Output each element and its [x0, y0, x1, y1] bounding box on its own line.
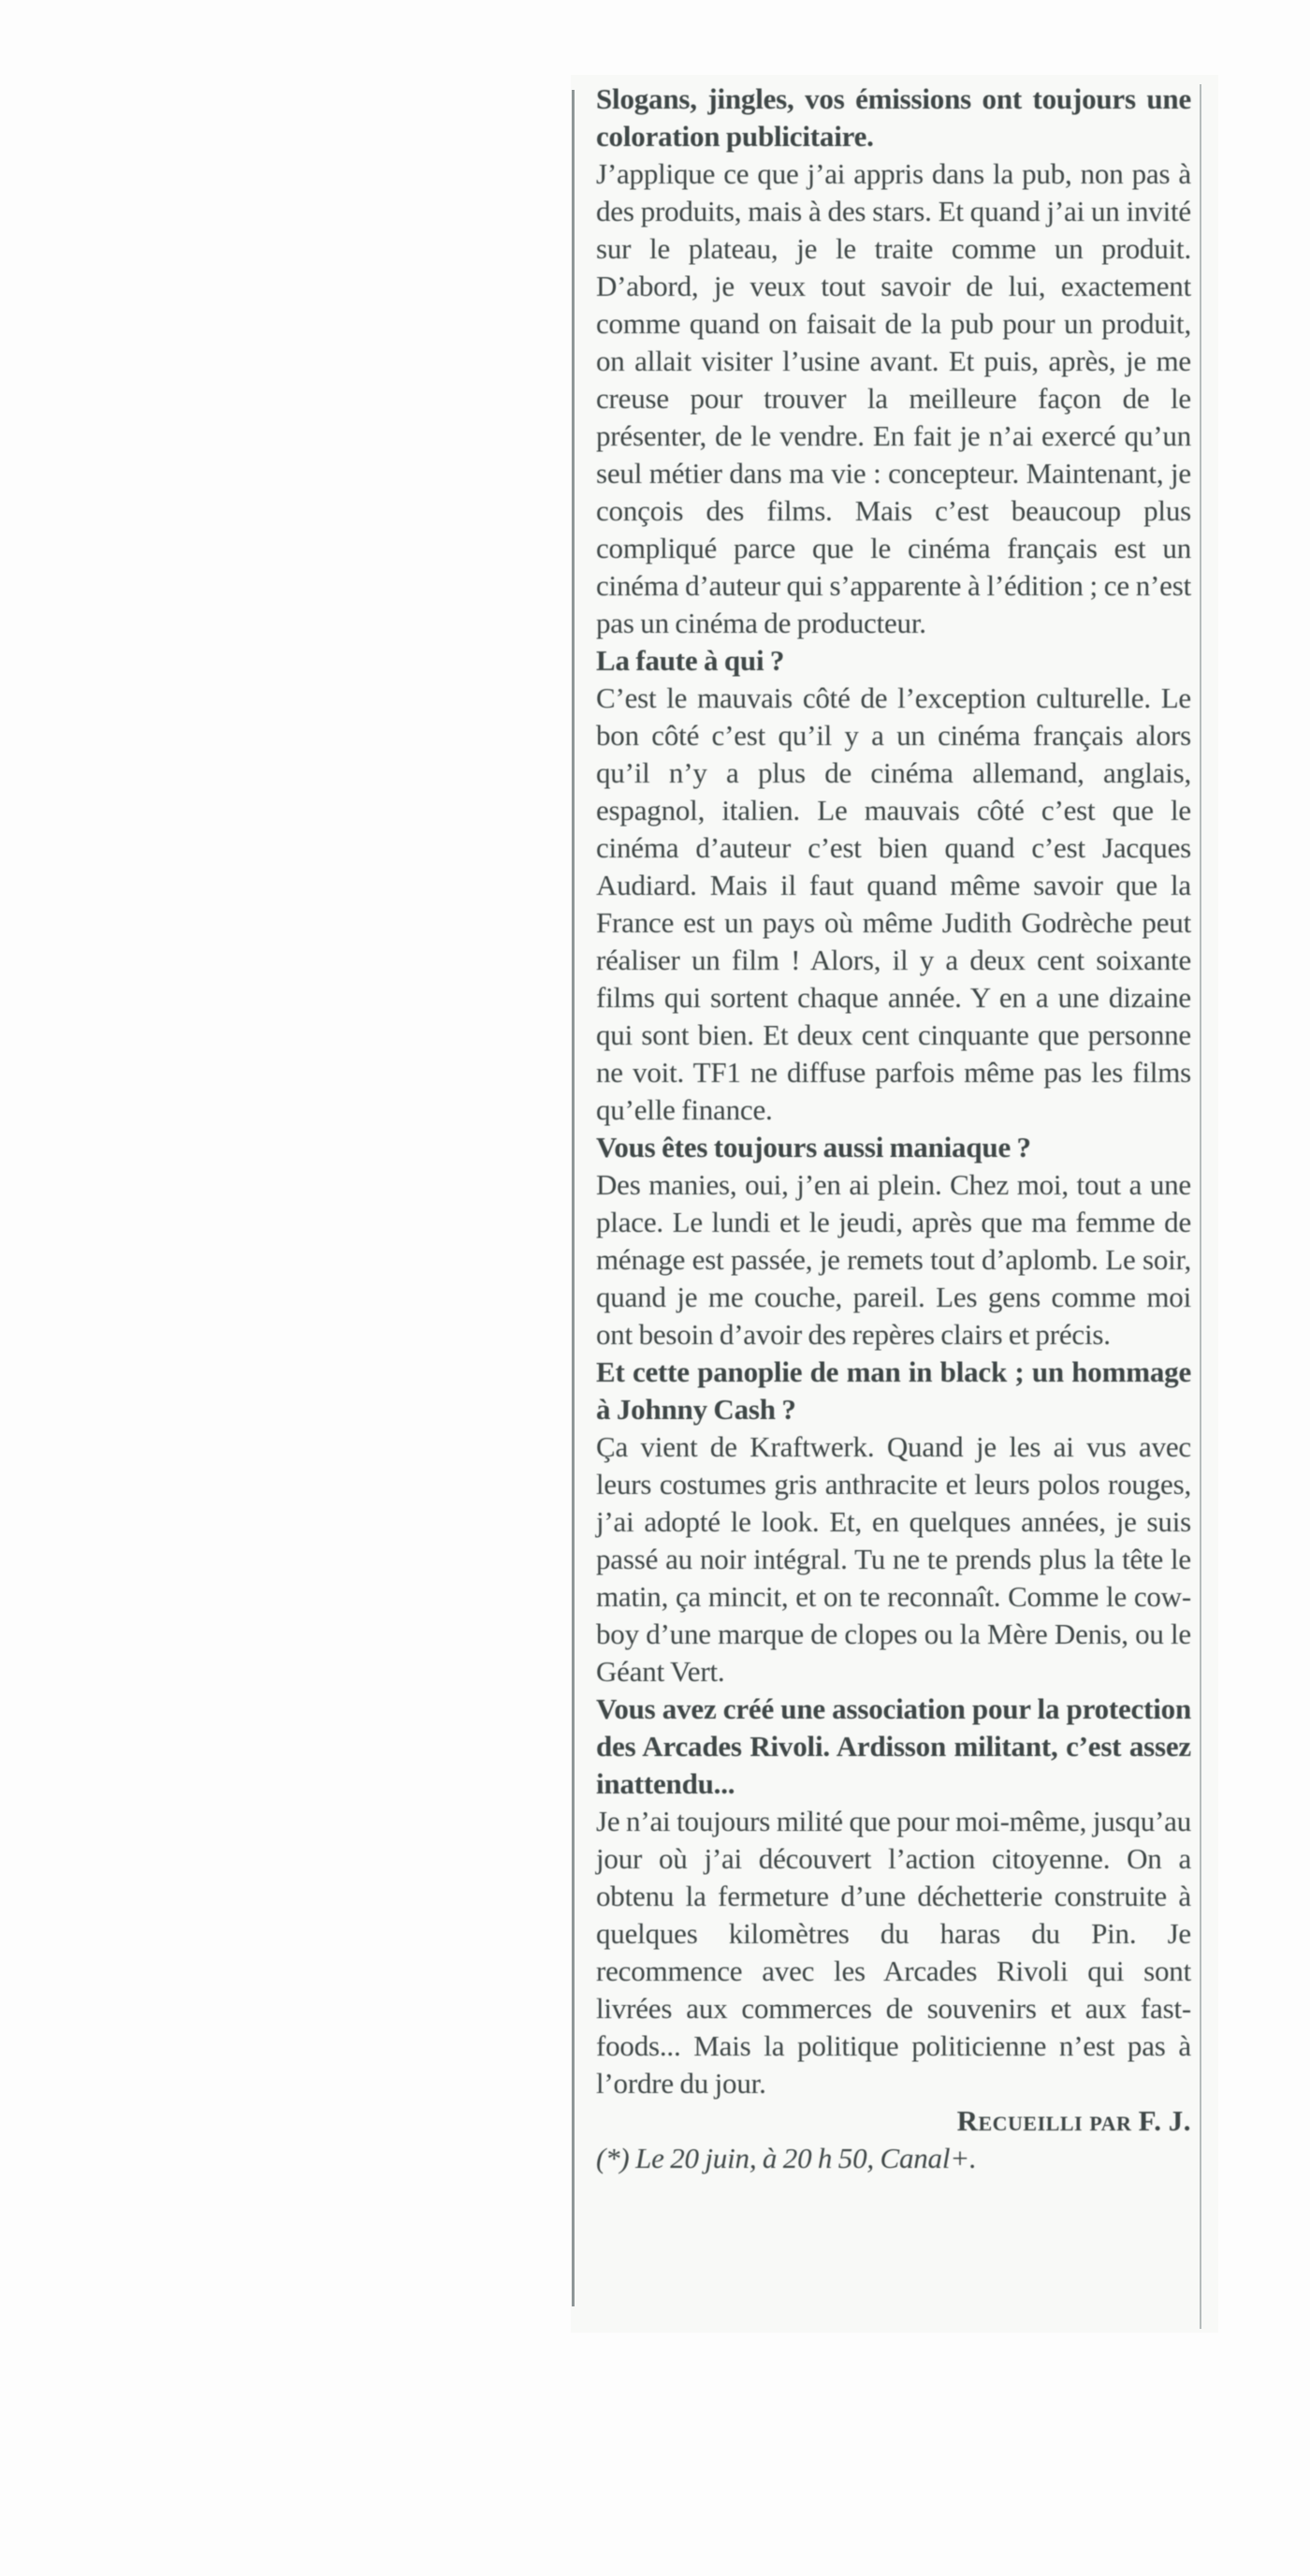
article-question-0: Slogans, jingles, vos émissions ont toujours une coloration publicitaire. [596, 82, 1191, 153]
column-rule-left [572, 90, 575, 2306]
article-answer-9: Je n’ai toujours milité que pour moi-même, jusqu’au jour où j’ai découvert l’action citoyenne. On a obtenu la fermeture d’une déchetterie construite à quelques kilomètres du haras du Pin. Je recommence avec les Arcades Rivoli qui sont livrées aux commerces de souvenirs et aux fast-foods... Mais la politique politicienne n’est pas à l’ordre du jour. [596, 1805, 1191, 2100]
article-byline-10: Recueilli par F. J. [956, 2104, 1191, 2137]
article-question-6: Et cette panoplie de man in black ; un hommage à Johnny Cash ? [596, 1355, 1191, 1426]
article-answer-3: C’est le mauvais côté de l’exception culturelle. Le bon côté c’est qu’il y a un cinéma français alors qu’il n’y a plus de cinéma allemand, anglais, espagnol, italien. Le mauvais côté c’est que le cinéma d’auteur c’est bien quand c’est Jacques Audiard. Mais il faut quand même savoir que la France est un pays où même Judith Godrèche peut réaliser un film ! Alors, il y a deux cent soixante films qui sortent chaque année. Y en a une dizaine qui sont bien. Et deux cent cinquante que personne ne voit. TF1 ne diffuse parfois même pas les films qu’elle finance. [596, 681, 1191, 1126]
column-rule-right [1200, 84, 1201, 2329]
article-question-4: Vous êtes toujours aussi maniaque ? [596, 1131, 1031, 1164]
article-footnote-11: (*) Le 20 juin, à 20 h 50, Canal+. [596, 2142, 977, 2174]
article-answer-1: J’applique ce que j’ai appris dans la pub, non pas à des produits, mais à des stars. Et quand j’ai un invité sur le plateau, je le traite comme un produit. D’abord, je veux tout savoir de lui, exactement comme quand on faisait de la pub pour un produit, on allait visiter l’usine avant. Et puis, après, je me creuse pour trouver la meilleure façon de le présenter, de le vendre. En fait je n’ai exercé qu’un seul métier dans ma vie : concepteur. Maintenant, je conçois des films. Mais c’est beaucoup plus compliqué parce que le cinéma français est un cinéma d’auteur qui s’apparente à l’édition ; ce n’est pas un cinéma de producteur. [596, 157, 1191, 639]
article-question-8: Vous avez créé une association pour la protection des Arcades Rivoli. Ardisson militant, c’est assez inattendu... [596, 1692, 1191, 1800]
article-answer-5: Des manies, oui, j’en ai plein. Chez moi, tout a une place. Le lundi et le jeudi, après que ma femme de ménage est passée, je remets tout d’aplomb. Le soir, quand je me couche, pareil. Les gens comme moi ont besoin d’avoir des repères clairs et précis. [596, 1168, 1191, 1351]
article-question-2: La faute à qui ? [596, 644, 785, 677]
article-answer-7: Ça vient de Kraftwerk. Quand je les ai vus avec leurs costumes gris anthracite et leurs polos rouges, j’ai adopté le look. Et, en quelques années, je suis passé au noir intégral. Tu ne te prends plus la tête le matin, ça mincit, et on te reconnaît. Comme le cow-boy d’une marque de clopes ou la Mère Denis, ou le Géant Vert. [596, 1430, 1191, 1688]
interview-article-column [596, 80, 1191, 2177]
